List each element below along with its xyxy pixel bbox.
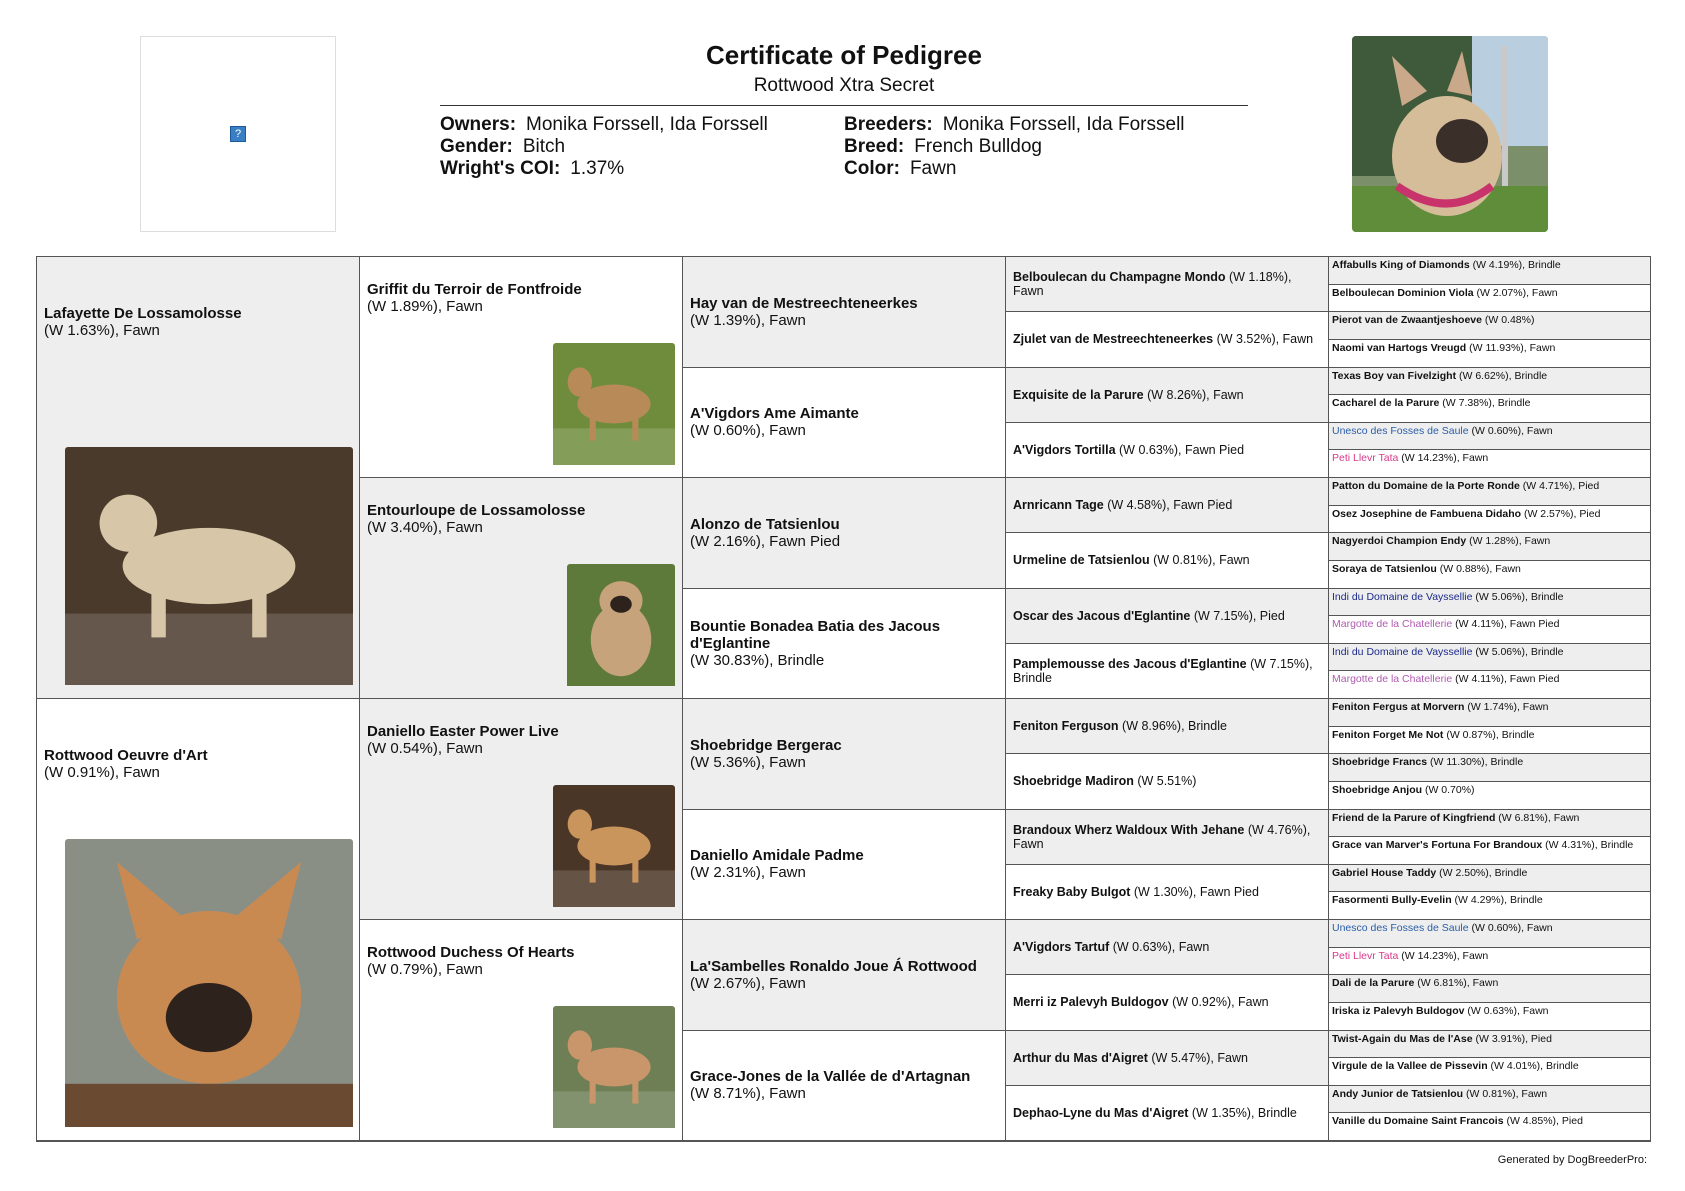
ancestor-label: [1332, 259, 1647, 271]
ancestor-name[interactable]: Dephao-Lyne du Mas d'Aigret: [1013, 1105, 1189, 1120]
ancestor-name[interactable]: Naomi van Hartogs Vreugd: [1332, 341, 1467, 354]
owners-row: [440, 114, 844, 136]
gen5-ancestor: [1329, 837, 1650, 865]
gen4-ancestor: [1006, 754, 1329, 809]
ancestor-details: (W 2.67%), Fawn: [690, 974, 806, 992]
ancestor-details: (W 2.57%), Pied: [1521, 507, 1601, 520]
ancestor-name[interactable]: Grace van Marver's Fortuna For Brandoux: [1332, 839, 1543, 852]
gen5-ancestor: [1329, 368, 1650, 396]
ancestor-details: (W 0.87%), Brindle: [1443, 728, 1535, 741]
gen5-ancestor: [1329, 782, 1650, 810]
gen5-ancestor: [1329, 975, 1650, 1003]
ancestor-label: [1332, 1060, 1647, 1072]
gen5-ancestor: [1329, 699, 1650, 727]
ancestor-label: [1332, 1033, 1647, 1045]
ancestor-label: [1332, 342, 1647, 354]
ancestor-label: [1332, 1115, 1647, 1127]
breed-label: Breed:: [844, 136, 905, 157]
color-row: [844, 158, 1248, 180]
ancestor-name[interactable]: Shoebridge Madiron: [1013, 774, 1134, 789]
ancestor-name[interactable]: Feniton Forget Me Not: [1332, 728, 1444, 741]
ancestor-details: (W 2.16%), Fawn Pied: [690, 532, 841, 550]
ancestor-photo: [65, 839, 353, 1132]
ancestor-name[interactable]: Zjulet van de Mestreechteneerkes: [1013, 332, 1214, 347]
gen5-ancestor: [1329, 644, 1650, 672]
ancestor-details: (W 1.63%), Fawn: [44, 322, 160, 339]
ancestor-details: (W 30.83%), Brindle: [690, 651, 825, 669]
ancestor-details: (W 4.76%), Fawn: [1013, 822, 1311, 851]
gen5-ancestor: [1329, 285, 1650, 313]
ancestor-details: (W 0.91%), Fawn: [44, 764, 160, 781]
ancestor-details: (W 4.29%), Brindle: [1451, 894, 1543, 907]
ancestor-photo: [553, 785, 675, 912]
ancestor-name[interactable]: A'Vigdors Ame Aimante: [690, 405, 859, 423]
gen4-ancestor: [1006, 975, 1329, 1030]
ancestor-details: (W 1.39%), Fawn: [690, 311, 806, 329]
ancestor-name[interactable]: Daniello Amidale Padme: [690, 847, 864, 865]
ancestor-label: [1013, 719, 1321, 733]
logo-placeholder: [140, 36, 336, 232]
ancestor-name[interactable]: Arnricann Tage: [1013, 498, 1104, 513]
ancestor-label: [1013, 498, 1321, 512]
ancestor-details: (W 1.30%), Fawn Pied: [1130, 884, 1259, 899]
gen4-ancestor: [1006, 865, 1329, 920]
ancestor-details: (W 4.85%), Pied: [1503, 1115, 1583, 1128]
ancestor-name[interactable]: Indi du Domaine de Vayssellie: [1332, 645, 1473, 658]
ancestor-details: (W 3.52%), Fawn: [1213, 332, 1314, 347]
gen1-ancestor: [37, 699, 360, 1141]
ancestor-label: [1332, 425, 1647, 437]
gen3-ancestor: [683, 257, 1006, 368]
gen5-ancestor: [1329, 506, 1650, 534]
ancestor-label: [1332, 756, 1647, 768]
dog-facts: [440, 114, 1248, 180]
coi-value: 1.37%: [570, 158, 625, 179]
ancestor-label: [1013, 1051, 1321, 1065]
ancestor-details: (W 0.60%), Fawn: [1468, 922, 1553, 934]
ancestor-label: [1332, 950, 1647, 962]
ancestor-details: (W 0.63%), Fawn: [1464, 1004, 1549, 1017]
ancestor-label: [1332, 508, 1647, 520]
ancestor-name[interactable]: Rottwood Oeuvre d'Art: [44, 747, 208, 764]
ancestor-details: (W 5.47%), Fawn: [1147, 1050, 1248, 1065]
gen3-ancestor: [683, 589, 1006, 700]
ancestor-details: (W 4.71%), Pied: [1519, 480, 1600, 492]
ancestor-photo: [553, 343, 675, 470]
ancestor-label: [1332, 839, 1647, 851]
gen5-ancestor: [1329, 810, 1650, 838]
ancestor-label: [1013, 940, 1321, 954]
ancestor-name[interactable]: Twist-Again du Mas de l'Ase: [1332, 1032, 1473, 1045]
ancestor-details: (W 7.15%), Pied: [1190, 608, 1285, 623]
ancestor-name[interactable]: Griffit du Terroir de Fontfroide: [367, 281, 582, 298]
ancestor-details: (W 4.31%), Brindle: [1542, 839, 1634, 852]
ancestor-name[interactable]: Entourloupe de Lossamolosse: [367, 502, 586, 519]
gen3-ancestor: [683, 1031, 1006, 1142]
ancestor-name[interactable]: Exquisite de la Parure: [1013, 387, 1144, 402]
ancestor-details: (W 3.91%), Pied: [1472, 1032, 1552, 1045]
ancestor-name[interactable]: Shoebridge Bergerac: [690, 736, 842, 754]
ancestor-label: [1332, 452, 1647, 464]
gen5-ancestor: [1329, 1086, 1650, 1114]
ancestor-details: (W 0.70%): [1422, 783, 1475, 796]
ancestor-name[interactable]: Pamplemousse des Jacous d'Eglantine: [1013, 656, 1247, 671]
ancestor-label: [1332, 1088, 1647, 1100]
ancestor-name[interactable]: A'Vigdors Tartuf: [1013, 940, 1110, 955]
gen4-ancestor: [1006, 478, 1329, 533]
ancestor-name[interactable]: Merri iz Palevyh Buldogov: [1013, 995, 1169, 1010]
gen4-ancestor: [1006, 1031, 1329, 1086]
ancestor-name[interactable]: Feniton Ferguson: [1013, 719, 1119, 734]
ancestor-label: [1013, 774, 1321, 788]
ancestor-label: [1332, 618, 1647, 630]
gen5-ancestor: [1329, 589, 1650, 617]
ancestor-name[interactable]: Grace-Jones de la Vallée de d'Artagnan: [690, 1068, 971, 1086]
gen5-ancestor: [1329, 312, 1650, 340]
ancestor-name[interactable]: Fasormenti Bully-Evelin: [1332, 894, 1452, 907]
gen4-ancestor: [1006, 423, 1329, 478]
ancestor-label: [1013, 553, 1321, 567]
coi-row: [440, 158, 844, 180]
gen5-ancestor: [1329, 865, 1650, 893]
ancestor-label: [690, 618, 998, 669]
ancestor-details: (W 8.96%), Brindle: [1118, 719, 1227, 734]
gen3-ancestor: [683, 368, 1006, 479]
ancestor-name[interactable]: Brandoux Wherz Waldoux With Jehane: [1013, 822, 1245, 837]
ancestor-details: (W 4.11%), Fawn Pied: [1452, 618, 1560, 631]
ancestor-label: [1013, 823, 1321, 851]
ancestor-name[interactable]: La'Sambelles Ronaldo Joue Á Rottwood: [690, 957, 977, 975]
gen5-ancestor: [1329, 727, 1650, 755]
ancestor-details: (W 6.62%), Brindle: [1456, 369, 1548, 382]
ancestor-label: [1013, 1106, 1321, 1120]
ancestor-name[interactable]: Freaky Baby Bulgot: [1013, 884, 1131, 899]
ancestor-details: (W 11.30%), Brindle: [1427, 756, 1524, 769]
gen3-ancestor: [683, 920, 1006, 1031]
ancestor-label: [1332, 1005, 1647, 1017]
ancestor-name[interactable]: Shoebridge Francs: [1332, 756, 1428, 769]
page-title: Certificate of Pedigree: [706, 40, 982, 70]
ancestor-label: [1013, 443, 1321, 457]
ancestor-name[interactable]: Friend de la Parure of Kingfriend: [1332, 811, 1496, 824]
ancestor-label: [1332, 397, 1647, 409]
ancestor-details: (W 11.93%), Fawn: [1466, 341, 1556, 354]
ancestor-name[interactable]: Margotte de la Chatellerie: [1332, 673, 1453, 686]
ancestor-name[interactable]: A'Vigdors Tortilla: [1013, 442, 1116, 457]
gen2-ancestor: [360, 257, 683, 478]
gen5-ancestor: [1329, 1003, 1650, 1031]
ancestor-name[interactable]: Dali de la Parure: [1332, 977, 1415, 990]
breeders-label: Breeders:: [844, 114, 933, 135]
gen5-ancestor: [1329, 395, 1650, 423]
gen2-ancestor: [360, 920, 683, 1141]
ancestor-name[interactable]: Nagyerdoi Champion Endy: [1332, 535, 1467, 548]
ancestor-label: [690, 847, 998, 881]
ancestor-name[interactable]: Indi du Domaine de Vayssellie: [1332, 590, 1473, 603]
ancestor-name[interactable]: Arthur du Mas d'Aigret: [1013, 1050, 1148, 1065]
ancestor-details: (W 0.54%), Fawn: [367, 740, 483, 757]
gen5-ancestor: [1329, 616, 1650, 644]
ancestor-name[interactable]: Unesco des Fosses de Saule: [1332, 424, 1469, 437]
ancestor-name[interactable]: Belboulecan du Champagne Mondo: [1013, 270, 1226, 285]
broken-image-icon: ?: [230, 126, 246, 142]
ancestor-label: [1332, 784, 1647, 796]
ancestor-details: (W 6.81%), Fawn: [1495, 811, 1580, 824]
ancestor-name[interactable]: Peti Llevr Tata: [1332, 949, 1399, 962]
gen3-ancestor: [683, 478, 1006, 589]
ancestor-label: [1332, 480, 1647, 492]
ancestor-details: (W 14.23%), Fawn: [1398, 452, 1489, 465]
ancestor-photo: [553, 1006, 675, 1133]
ancestor-label: [367, 281, 675, 315]
ancestor-label: [367, 502, 675, 536]
ancestor-name[interactable]: Iriska iz Palevyh Buldogov: [1332, 1004, 1465, 1017]
ancestor-details: (W 0.60%), Fawn: [1468, 424, 1553, 437]
ancestor-details: (W 0.81%), Fawn: [1149, 553, 1250, 568]
gen5-ancestor: [1329, 340, 1650, 368]
ancestor-photo: [567, 564, 675, 691]
ancestor-name[interactable]: Urmeline de Tatsienlou: [1013, 553, 1150, 568]
ancestor-name[interactable]: Rottwood Duchess Of Hearts: [367, 944, 575, 961]
ancestor-label: [1332, 812, 1647, 824]
ancestor-name[interactable]: Pierot van de Zwaantjeshoeve: [1332, 314, 1482, 327]
gen5-ancestor: [1329, 423, 1650, 451]
ancestor-details: (W 14.23%), Fawn: [1398, 949, 1489, 962]
ancestor-details: (W 4.19%), Brindle: [1469, 259, 1561, 271]
ancestor-label: [367, 944, 675, 978]
gen5-ancestor: [1329, 754, 1650, 782]
ancestor-label: [1013, 609, 1321, 623]
ancestor-name[interactable]: Osez Josephine de Fambuena Didaho: [1332, 507, 1522, 520]
ancestor-label: [44, 747, 352, 781]
ancestor-name[interactable]: Vanille du Domaine Saint Francois: [1332, 1115, 1504, 1128]
gen4-ancestor: [1006, 920, 1329, 975]
owners-value: Monika Forssell, Ida Forssell: [526, 114, 768, 135]
breeders-value: Monika Forssell, Ida Forssell: [942, 114, 1185, 135]
ancestor-details: (W 4.58%), Fawn Pied: [1103, 498, 1233, 513]
ancestor-name[interactable]: Feniton Fergus at Morvern: [1332, 701, 1465, 713]
ancestor-label: [1013, 995, 1321, 1009]
ancestor-details: (W 1.74%), Fawn: [1464, 701, 1549, 713]
ancestor-name[interactable]: Peti Llevr Tata: [1332, 452, 1399, 465]
ancestor-label: [367, 723, 675, 757]
ancestor-name[interactable]: Hay van de Mestreechteneerkes: [690, 294, 918, 312]
ancestor-name[interactable]: Margotte de la Chatellerie: [1332, 618, 1453, 631]
gen5-ancestor: [1329, 450, 1650, 478]
ancestor-name[interactable]: Cacharel de la Parure: [1332, 397, 1440, 410]
ancestor-name[interactable]: Gabriel House Taddy: [1332, 866, 1437, 879]
footer-generated-by: Generated by DogBreederPro:: [1497, 1154, 1647, 1166]
gender-row: [440, 136, 844, 158]
ancestor-label: [690, 295, 998, 329]
ancestor-label: [690, 516, 998, 550]
breeders-row: [844, 114, 1248, 136]
gen5-ancestor: [1329, 561, 1650, 589]
gen3-ancestor: [683, 699, 1006, 810]
ancestor-details: (W 7.38%), Brindle: [1439, 397, 1531, 410]
ancestor-name[interactable]: Shoebridge Anjou: [1332, 783, 1423, 796]
ancestor-label: [1013, 657, 1321, 685]
ancestor-name[interactable]: Andy Junior de Tatsienlou: [1332, 1087, 1464, 1100]
gen5-ancestor: [1329, 948, 1650, 976]
ancestor-details: (W 5.36%), Fawn: [690, 753, 806, 771]
ancestor-label: [690, 737, 998, 771]
gen4-ancestor: [1006, 257, 1329, 312]
ancestor-details: (W 5.06%), Brindle: [1472, 590, 1564, 603]
ancestor-label: [1332, 977, 1647, 989]
ancestor-details: (W 0.48%): [1481, 314, 1535, 327]
ancestor-details: (W 3.40%), Fawn: [367, 519, 483, 536]
gen4-ancestor: [1006, 699, 1329, 754]
gen2-ancestor: [360, 699, 683, 920]
ancestor-details: (W 2.31%), Fawn: [690, 864, 806, 882]
ancestor-label: [1013, 388, 1321, 402]
ancestor-label: [1013, 270, 1321, 298]
ancestor-label: [1332, 894, 1647, 906]
ancestor-label: [1332, 867, 1647, 879]
ancestor-photo: [65, 447, 353, 690]
gen5-ancestor: [1329, 671, 1650, 699]
ancestor-details: (W 0.63%), Fawn Pied: [1115, 442, 1245, 457]
ancestor-details: (W 7.15%), Brindle: [1013, 656, 1313, 685]
gender-label: Gender:: [440, 136, 513, 157]
gen4-ancestor: [1006, 368, 1329, 423]
ancestor-details: (W 0.60%), Fawn: [690, 422, 806, 440]
gen5-ancestor: [1329, 920, 1650, 948]
ancestor-label: [690, 405, 998, 439]
ancestor-name[interactable]: Daniello Easter Power Live: [367, 723, 559, 740]
ancestor-name[interactable]: Virgule de la Vallee de Pissevin: [1332, 1060, 1488, 1073]
ancestor-label: [1332, 591, 1647, 603]
gen5-ancestor: [1329, 257, 1650, 285]
owners-label: Owners:: [440, 114, 517, 135]
pedigree-table: [36, 256, 1651, 1142]
ancestor-name[interactable]: Belboulecan Dominion Viola: [1332, 286, 1474, 299]
gen5-ancestor: [1329, 533, 1650, 561]
ancestor-name[interactable]: Alonzo de Tatsienlou: [690, 515, 840, 533]
gen4-ancestor: [1006, 810, 1329, 865]
ancestor-details: (W 2.50%), Brindle: [1436, 866, 1528, 879]
ancestor-label: [1332, 563, 1647, 575]
coi-label: Wright's COI:: [440, 158, 561, 179]
ancestor-label: [1332, 729, 1647, 741]
ancestor-label: [690, 1068, 998, 1102]
ancestor-details: (W 0.88%), Fawn: [1436, 562, 1521, 575]
gen3-ancestor: [683, 810, 1006, 921]
ancestor-details: (W 0.92%), Fawn: [1168, 995, 1269, 1010]
gen5-ancestor: [1329, 892, 1650, 920]
ancestor-details: (W 8.71%), Fawn: [690, 1085, 806, 1103]
certificate-header: [440, 40, 1248, 180]
ancestor-details: (W 1.89%), Fawn: [367, 298, 483, 315]
ancestor-label: [690, 958, 998, 992]
ancestor-label: [1332, 287, 1647, 299]
ancestor-label: [1013, 885, 1321, 899]
gen5-ancestor: [1329, 1058, 1650, 1086]
ancestor-details: (W 1.35%), Brindle: [1188, 1105, 1297, 1120]
ancestor-details: (W 0.81%), Fawn: [1463, 1087, 1548, 1100]
ancestor-details: (W 4.01%), Brindle: [1487, 1060, 1579, 1073]
dog-name: Rottwood Xtra Secret: [440, 75, 1248, 106]
gen4-ancestor: [1006, 589, 1329, 644]
ancestor-label: [1332, 673, 1647, 685]
ancestor-label: [1013, 332, 1321, 346]
gen5-ancestor: [1329, 1031, 1650, 1059]
ancestor-label: [1332, 370, 1647, 382]
breed-value: French Bulldog: [914, 136, 1042, 157]
ancestor-details: (W 1.28%), Fawn: [1466, 535, 1551, 548]
ancestor-label: [1332, 701, 1647, 713]
ancestor-label: [44, 305, 352, 339]
breed-row: [844, 136, 1248, 158]
ancestor-details: (W 1.18%), Fawn: [1013, 270, 1292, 299]
ancestor-label: [1332, 314, 1647, 326]
ancestor-details: (W 5.06%), Brindle: [1472, 645, 1564, 658]
gen5-ancestor: [1329, 1113, 1650, 1141]
gen4-ancestor: [1006, 1086, 1329, 1141]
gen4-ancestor: [1006, 312, 1329, 367]
ancestor-name[interactable]: Patton du Domaine de la Porte Ronde: [1332, 480, 1520, 492]
ancestor-details: (W 0.63%), Fawn: [1109, 940, 1210, 955]
gen4-ancestor: [1006, 644, 1329, 699]
ancestor-name[interactable]: Oscar des Jacous d'Eglantine: [1013, 608, 1191, 623]
ancestor-label: [1332, 535, 1647, 547]
gender-value: Bitch: [522, 136, 566, 157]
ancestor-details: (W 6.81%), Fawn: [1414, 977, 1499, 990]
ancestor-details: (W 5.51%): [1133, 774, 1197, 789]
gen2-ancestor: [360, 478, 683, 699]
color-label: Color:: [844, 158, 900, 179]
gen1-ancestor: [37, 257, 360, 699]
ancestor-name[interactable]: Affabulls King of Diamonds: [1332, 259, 1470, 271]
ancestor-name[interactable]: Unesco des Fosses de Saule: [1332, 922, 1469, 934]
main-dog-photo: [1352, 36, 1548, 232]
ancestor-details: (W 2.07%), Fawn: [1473, 286, 1558, 299]
color-value: Fawn: [909, 158, 957, 179]
ancestor-name[interactable]: Bountie Bonadea Batia des Jacous d'Eglantine: [690, 617, 941, 652]
gen5-ancestor: [1329, 478, 1650, 506]
gen4-ancestor: [1006, 533, 1329, 588]
ancestor-details: (W 8.26%), Fawn: [1143, 387, 1244, 402]
ancestor-name[interactable]: Lafayette De Lossamolosse: [44, 305, 242, 322]
ancestor-name[interactable]: Soraya de Tatsienlou: [1332, 562, 1437, 575]
ancestor-label: [1332, 646, 1647, 658]
ancestor-label: [1332, 922, 1647, 934]
ancestor-details: (W 0.79%), Fawn: [367, 961, 483, 978]
ancestor-name[interactable]: Texas Boy van Fivelzight: [1332, 369, 1457, 382]
ancestor-details: (W 4.11%), Fawn Pied: [1452, 673, 1560, 686]
